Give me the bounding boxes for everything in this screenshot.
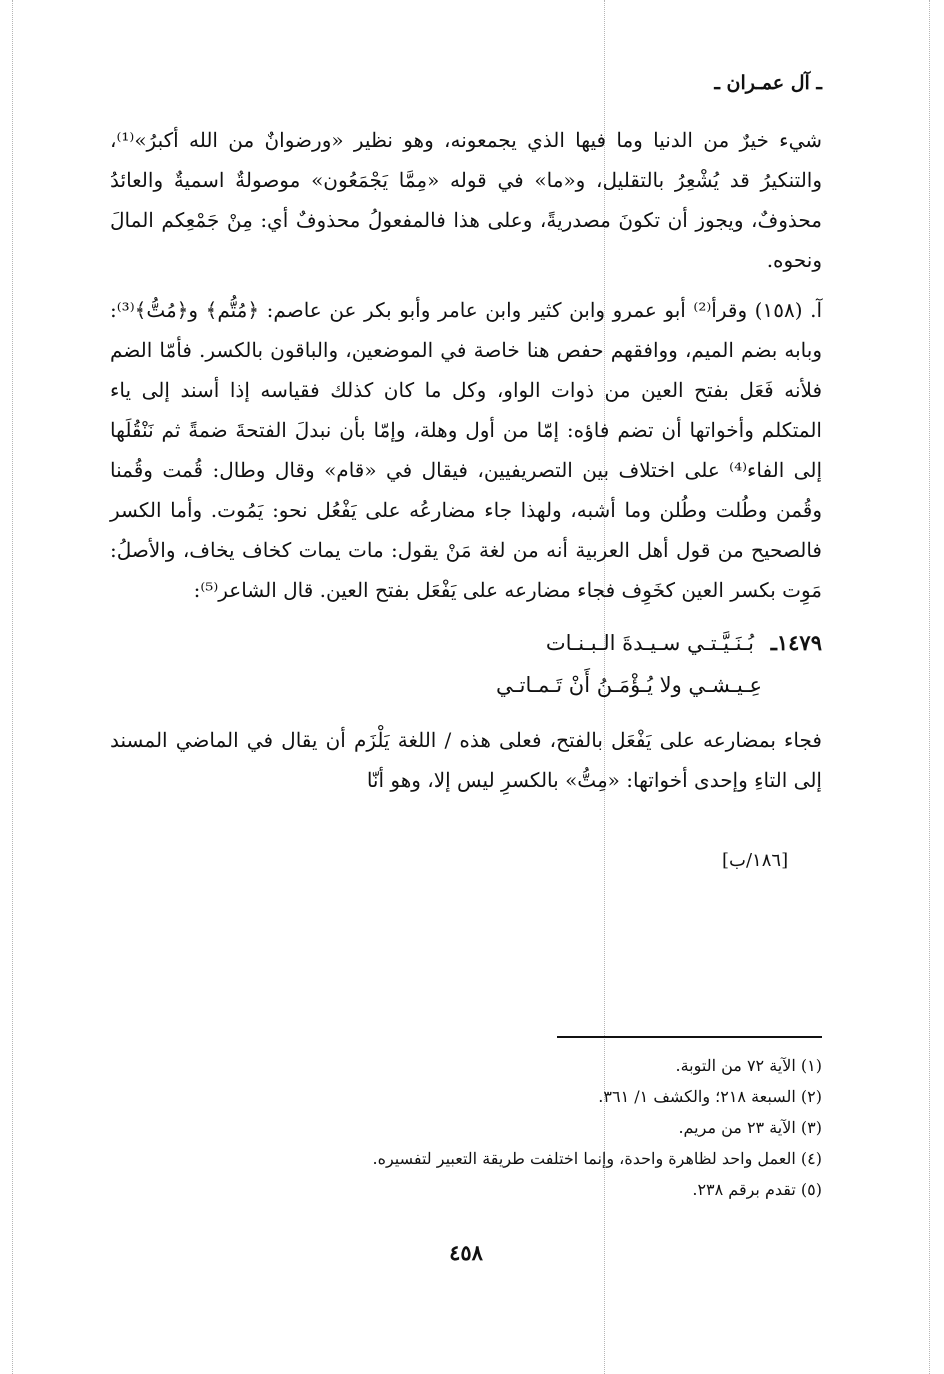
footnote-5: (٥) تقدم برقم ٢٣٨. <box>692 1180 822 1199</box>
running-head: ـ آل عمـران ـ <box>714 72 822 94</box>
paragraph-3: فجاء بمضارعه على يَفْعَل بالفتح، فعلى هذه / اللغة يَلْزَم أن يقال في الماضي المسند إلى التاءِ وإحدى أخواتها: «مِتُّ» بالكسرِ ليس إلا، وهو أنّا <box>110 728 822 792</box>
footnote-3: (٣) الآية ٢٣ من مريم. <box>678 1118 822 1137</box>
footnote-1: (١) الآية ٧٢ من التوبة. <box>675 1056 822 1075</box>
verse-line-2: عِـيـشـي ولا يُـؤْمَـنُ أَنْ تَـمـاتـي <box>495 673 762 697</box>
manuscript-folio-marker: [١٨٦/ب] <box>722 850 789 871</box>
verse-line-1 <box>110 622 822 664</box>
paragraph-gap <box>110 280 822 290</box>
page-number: ٤٥٨ <box>449 1240 483 1265</box>
paragraph-1: شيء خيرٌ من الدنيا وما فيها الذي يجمعونه، وهو نظير «ورضوانٌ من الله أكبرُ»⁽¹⁾، والتنكيرُ قد يُشْعِرُ بالتقليل، و«ما» في قوله «مِمَّا يَجْمَعُون» موصولةٌ اسميةٌ والعائدُ محذوفٌ، ويجوز أن تكونَ مصدريةً، وعلى هذا فالمفعولُ محذوفٌ أي: مِنْ جَمْعِكم المالَ ونحوه. <box>110 128 822 272</box>
verse-number: ١٤٧٩ـ <box>770 630 822 655</box>
verse-hemistich-1: بُـنَـيَّـتـي سـيـدةَ الـبـنـات <box>545 631 755 655</box>
footnote-2: (٢) السبعة ٢١٨؛ والكشف ١/ ٣٦١. <box>598 1087 822 1106</box>
scan-guide-left <box>12 0 13 1374</box>
paragraph-2: آ. (١٥٨) وقرأ⁽²⁾ أبو عمرو وابن كثير وابن عامر وأبو بكر عن عاصم: ﴿مُتُّم﴾ و﴿مُتُّ﴾⁽³⁾: وبابه بضم الميم، ووافقهم حفص هنا خاصة في الموضعين، والباقون بالكسر. فأمّا الضم فلأنه فَعَل بفتح العين من ذوات الواو، وكل ما كان كذلك فقياسه إذا أسند إلى ياء المتكلم وأخواتها أن تضم فاؤه: إمّا من أول وهلة، وإمّا بأن نبدلَ الفتحةَ ضمةً ثم نَنْقُلَها إلى الفاء⁽⁴⁾ على اختلاف بين التصريفيين، فيقال في «قام» وقال وطال: قُمت وقُمنا وقُمن وطُلت وطُلن وما أشبه، ولهذا جاء مضارعُه على يَفْعُل نحو: يَمُوت. وأما الكسر فالصحيح من قول أهل العربية أنه من لغة مَنْ يقول: مات يمات كخاف يخاف، والأصلُ: مَوِت بكسر العين كخَوِف فجاء مضارعه على يَفْعَل بفتح العين. قال الشاعر⁽⁵⁾: <box>110 298 823 602</box>
poetry-verse <box>110 622 822 706</box>
footnote-4: (٤) العمل واحد لظاهرة واحدة، وإنما اختلفت طريقة التعبير لتفسيره. <box>372 1149 822 1168</box>
main-text <box>110 120 822 800</box>
footnotes <box>110 1050 822 1205</box>
footnote-divider <box>557 1036 822 1038</box>
scan-guide-right <box>929 0 930 1374</box>
book-page <box>110 60 822 1310</box>
